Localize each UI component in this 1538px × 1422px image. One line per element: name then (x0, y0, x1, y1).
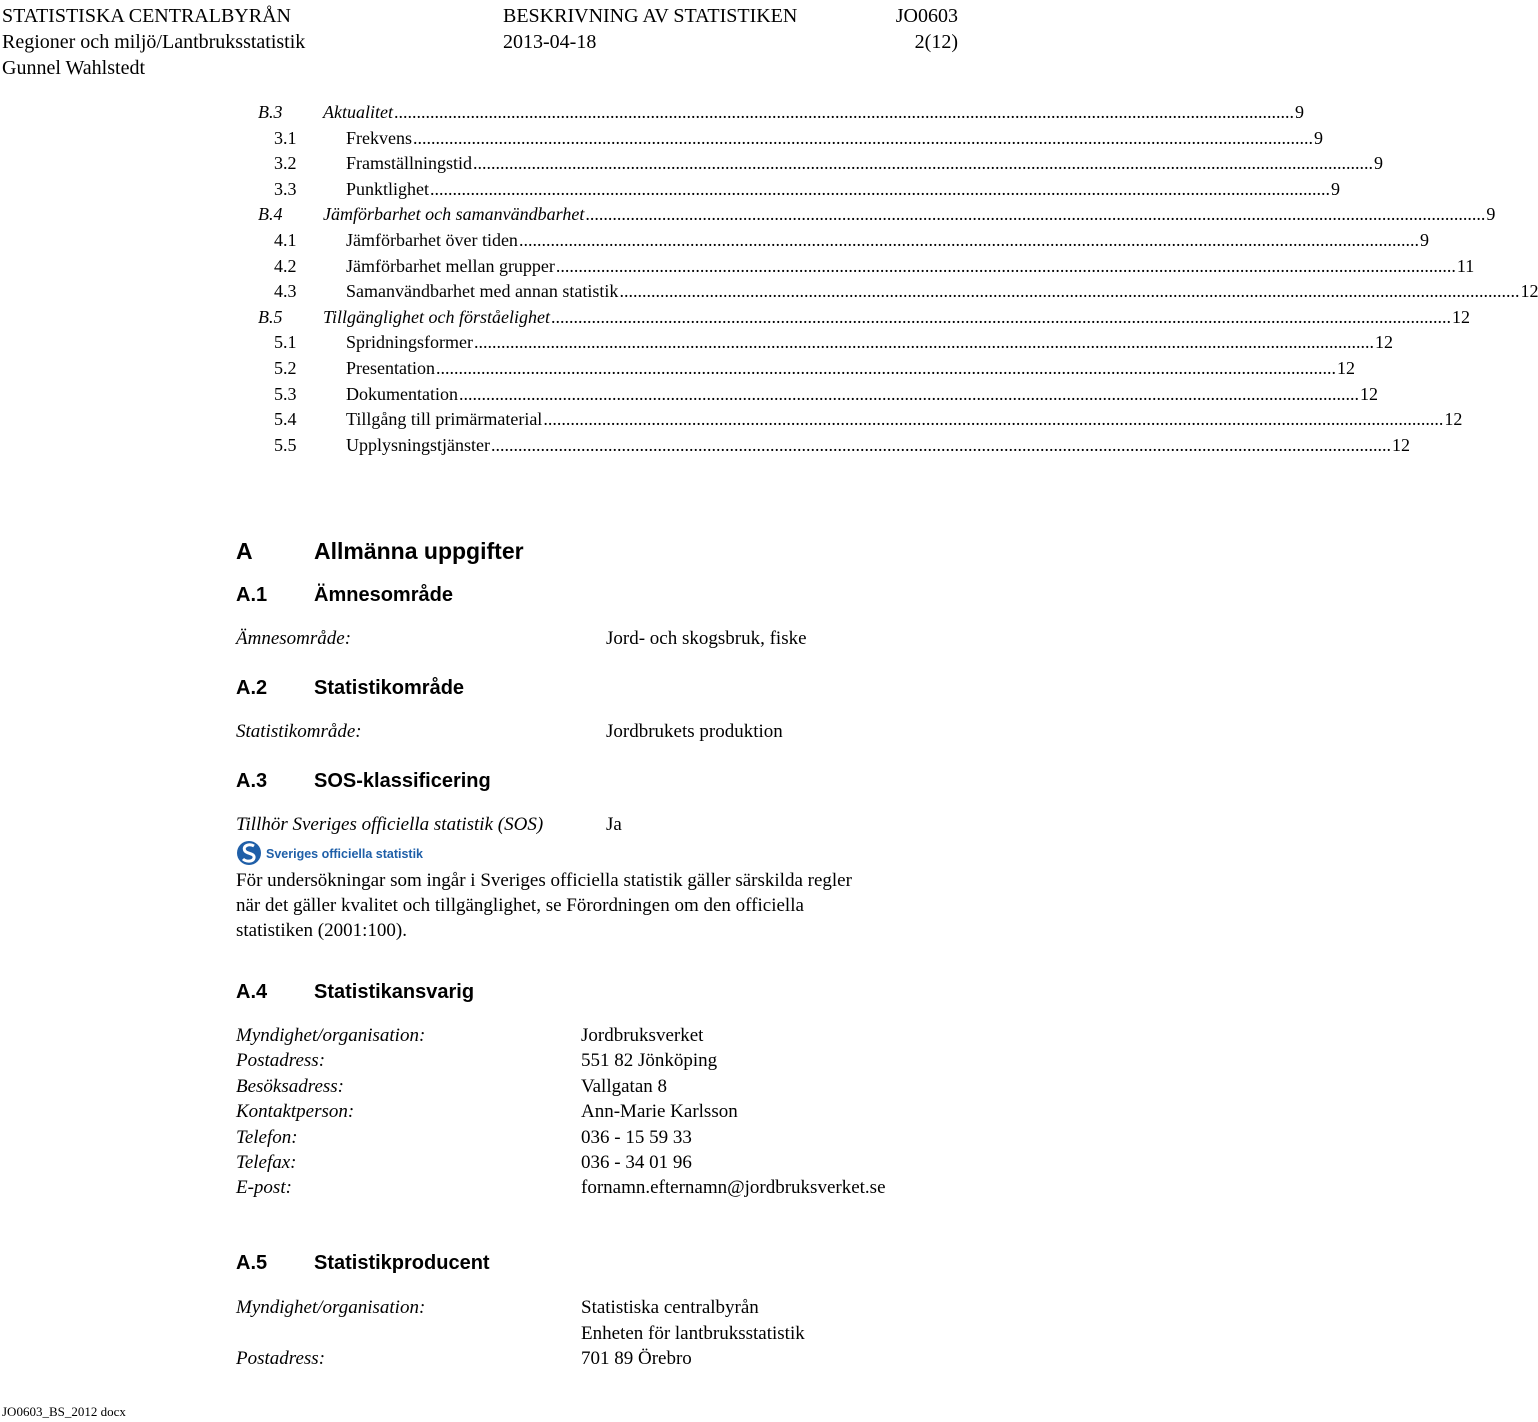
toc-entry-title: Frekvens (346, 127, 412, 148)
toc-entry-page: 9 (1294, 102, 1304, 122)
toc-entry-title: Tillgång till primärmaterial (346, 409, 543, 430)
toc-entry[interactable] (0, 99, 1304, 125)
toc-entry[interactable] (0, 304, 1470, 330)
field-label: Myndighet/organisation: (236, 1025, 426, 1046)
toc-entry[interactable] (0, 201, 1496, 227)
toc-leader-dots: ........................................................................................................................................................................................................ (430, 178, 1331, 199)
toc-entry-number: 5.5 (274, 434, 297, 455)
toc-leader-dots: ........................................................................................................................................................................................................ (555, 255, 1456, 276)
toc-entry-line (346, 278, 1538, 304)
toc-entry-line (323, 304, 1470, 330)
toc-leader-dots: ........................................................................................................................................................................................................ (473, 332, 1374, 353)
toc-entry-page: 12 (1452, 306, 1470, 327)
toc-entry-number: 5.3 (274, 383, 297, 404)
sos-logo-text: Sveriges officiella statistik (266, 847, 424, 861)
toc-entry-title: Dokumentation (346, 383, 458, 404)
toc-entry-line (346, 329, 1393, 355)
toc-entry-title: Jämförbarhet mellan grupper (346, 255, 555, 276)
a1-value: Jord- och skogsbruk, fiske (606, 628, 807, 649)
toc-entry-title: Tillgänglighet och förståelighet (323, 306, 550, 327)
toc-entry-title: Spridningsformer (346, 332, 473, 353)
field-value: fornamn.efternamn@jordbruksverket.se (581, 1177, 886, 1199)
toc-entry-number: 4.2 (274, 255, 297, 276)
a2-value: Jordbrukets produktion (606, 721, 783, 742)
field-value: 551 82 Jönköping (581, 1050, 718, 1072)
toc-entry-page: 12 (1392, 434, 1410, 455)
toc-entry-number: 4.3 (274, 281, 297, 302)
header-org: STATISTISKA CENTRALBYRÅN (2, 5, 291, 27)
toc-entry-page: 9 (1314, 127, 1323, 148)
field-label: Myndighet/organisation: (236, 1297, 426, 1318)
toc-entry-page: 9 (1486, 204, 1496, 225)
field-value: 036 - 15 59 33 (581, 1126, 692, 1148)
field-value: Statistiska centralbyrån (581, 1297, 759, 1318)
a1-title: Ämnesområde (314, 584, 453, 606)
toc-entry-number: B.3 (258, 102, 283, 122)
field-value: Enheten för lantbruksstatistik (581, 1322, 805, 1344)
field-label: Telefon: (236, 1126, 298, 1148)
toc-entry[interactable] (0, 406, 1463, 432)
toc-entry-page: 12 (1336, 358, 1355, 378)
toc-entry[interactable] (0, 150, 1383, 176)
toc-entry-line (323, 99, 1304, 125)
toc-leader-dots: ........................................................................................................................................................................................................ (458, 383, 1359, 404)
toc-entry-number: 3.2 (274, 153, 297, 174)
toc-leader-dots: ........................................................................................................................................................................................................ (473, 153, 1373, 174)
toc-entry-page: 12 (1359, 383, 1378, 404)
field-label: Postadress: (236, 1050, 326, 1072)
toc-entry-page: 12 (1444, 409, 1463, 430)
toc-entry-page: 11 (1456, 255, 1475, 276)
toc-leader-dots: ........................................................................................................................................................................................................ (393, 102, 1294, 122)
field-label: E-post: (236, 1177, 292, 1199)
a5-title: Statistikproducent (314, 1252, 490, 1274)
toc-leader-dots: ........................................................................................................................................................................................................ (518, 230, 1419, 250)
toc-entry-line (346, 253, 1475, 279)
field-label: Kontaktperson: (236, 1101, 355, 1123)
a2-number: A.2 (236, 677, 268, 699)
toc-entry-title: Upplysningstjänster (346, 434, 490, 455)
field-value: Jordbruksverket (581, 1025, 704, 1046)
section-a-title: Allmänna uppgifter (314, 538, 524, 564)
toc-entry-title: Jämförbarhet över tiden (346, 230, 518, 250)
a3-paragraph-line-2: när det gäller kvalitet och tillgänglighet, se Förordningen om den officiella (236, 895, 804, 916)
toc-entry[interactable] (0, 355, 1355, 381)
a3-number: A.3 (236, 770, 268, 792)
header-department: Regioner och miljö/Lantbruksstatistik (2, 31, 306, 53)
sos-logo-icon (236, 839, 424, 867)
toc-entry-number: 4.1 (274, 230, 297, 250)
toc-entry[interactable] (0, 125, 1323, 151)
toc-entry[interactable] (0, 432, 1410, 458)
toc-entry-page: 9 (1331, 178, 1341, 199)
toc-entry[interactable] (0, 278, 1538, 304)
a3-title: SOS-klassificering (314, 770, 491, 792)
toc-entry-number: 3.1 (274, 127, 297, 148)
field-value: 701 89 Örebro (581, 1348, 692, 1370)
a3-label: Tillhör Sveriges officiella statistik (SOS) (236, 814, 544, 835)
toc-entry[interactable] (0, 176, 1341, 202)
toc-leader-dots: ........................................................................................................................................................................................................ (619, 281, 1520, 302)
toc-entry[interactable] (0, 329, 1393, 355)
toc-entry-number: 3.3 (274, 178, 297, 199)
field-value: Ann-Marie Karlsson (581, 1101, 738, 1123)
toc-entry-line (346, 406, 1463, 432)
field-value: 036 - 34 01 96 (581, 1152, 692, 1173)
sos-logo (236, 839, 424, 867)
toc-entry-title: Samanvändbarhet med annan statistik (346, 281, 619, 302)
header-page-number: 2(12) (914, 31, 958, 53)
field-label: Besöksadress: (236, 1075, 344, 1097)
toc-entry-line (346, 227, 1429, 253)
toc-entry-page: 9 (1374, 153, 1383, 174)
toc-entry-page: 12 (1520, 281, 1538, 302)
field-value: Vallgatan 8 (581, 1075, 668, 1097)
toc-entry[interactable] (0, 253, 1475, 279)
a4-title: Statistikansvarig (314, 981, 475, 1003)
toc-entry-line (346, 150, 1383, 176)
field-label: Postadress: (236, 1348, 326, 1370)
toc-entry-line (323, 201, 1496, 227)
toc-entry-title: Presentation (346, 358, 435, 378)
a1-label: Ämnesområde: (236, 628, 352, 649)
toc-entry-line (346, 125, 1323, 151)
toc-leader-dots: ........................................................................................................................................................................................................ (543, 409, 1444, 430)
toc-entry-number: 5.1 (274, 332, 297, 353)
toc-entry-number: B.5 (258, 306, 283, 327)
header-doc-code: JO0603 (895, 5, 958, 27)
toc-entry-title: Aktualitet (323, 102, 393, 122)
a3-paragraph-line-3: statistiken (2001:100). (236, 920, 407, 941)
a3-value: Ja (606, 814, 622, 835)
a3-paragraph-line-1: För undersökningar som ingår i Sveriges officiella statistik gäller särskilda regler (236, 870, 852, 891)
footer-filename: JO0603_BS_2012 docx (2, 1404, 126, 1419)
toc-entry-line (346, 176, 1341, 202)
toc-leader-dots: ........................................................................................................................................................................................................ (435, 358, 1336, 378)
a4-number: A.4 (236, 981, 268, 1003)
header-date: 2013-04-18 (503, 31, 597, 53)
a5-number: A.5 (236, 1252, 268, 1274)
a2-label: Statistikområde: (236, 721, 362, 742)
toc-leader-dots: ........................................................................................................................................................................................................ (551, 306, 1451, 327)
a2-title: Statistikområde (314, 677, 465, 699)
toc-leader-dots: ........................................................................................................................................................................................................ (491, 434, 1391, 455)
toc-entry-line (346, 355, 1355, 381)
toc-entry-number: 5.4 (274, 409, 297, 430)
a1-number: A.1 (236, 584, 268, 606)
toc-leader-dots: ........................................................................................................................................................................................................ (585, 204, 1486, 225)
toc-entry-title: Framställningstid (346, 153, 472, 174)
toc-entry-page: 12 (1374, 332, 1393, 353)
header-doc-title: BESKRIVNING AV STATISTIKEN (503, 5, 798, 27)
toc-entry[interactable] (0, 227, 1429, 253)
toc-entry-line (346, 381, 1378, 407)
toc-leader-dots: ........................................................................................................................................................................................................ (413, 127, 1313, 148)
toc-entry-number: 5.2 (274, 358, 297, 378)
toc-entry-page: 9 (1419, 230, 1429, 250)
toc-entry-line (346, 432, 1410, 458)
field-label: Telefax: (236, 1152, 297, 1173)
section-a-number: A (236, 538, 253, 564)
header-author: Gunnel Wahlstedt (2, 57, 145, 79)
toc-entry[interactable] (0, 381, 1378, 407)
toc-entry-title: Punktlighet (346, 178, 430, 199)
toc-entry-number: B.4 (258, 204, 283, 225)
toc-entry-title: Jämförbarhet och samanvändbarhet (323, 204, 585, 225)
